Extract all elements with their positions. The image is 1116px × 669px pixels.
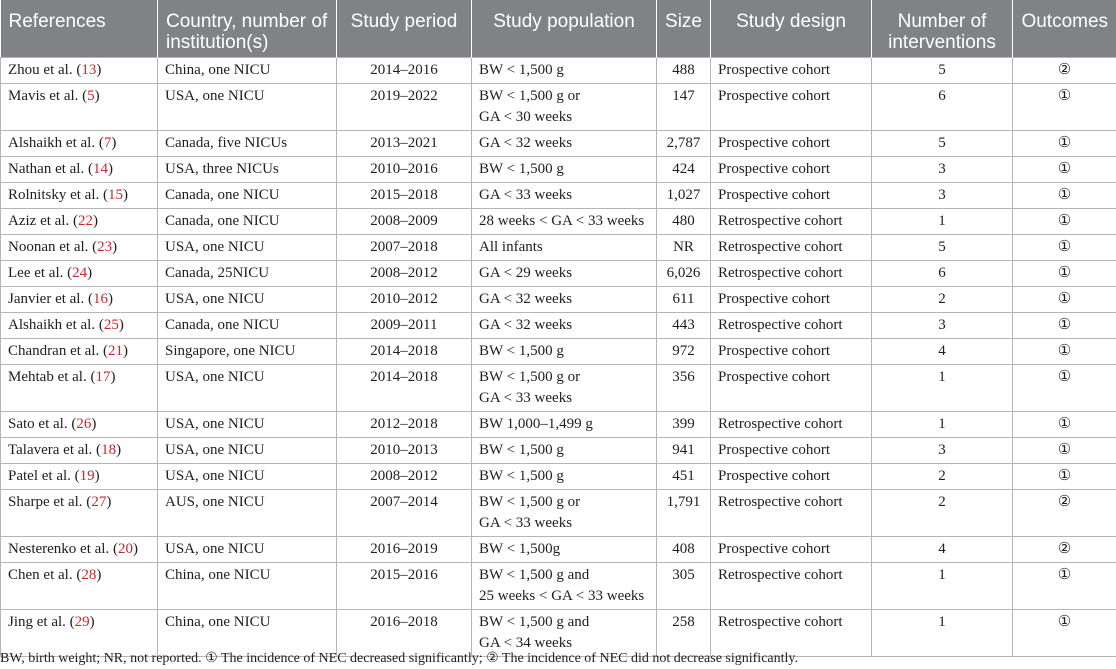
study-design-cell: Prospective cohort xyxy=(711,438,872,464)
interventions-cell: 6 xyxy=(872,84,1013,131)
citation-link[interactable]: 23 xyxy=(97,239,113,255)
study-design-cell: Retrospective cohort xyxy=(711,412,872,438)
interventions-cell: 1 xyxy=(872,412,1013,438)
size-cell: 408 xyxy=(657,537,711,563)
citation-link[interactable]: 5 xyxy=(87,88,95,104)
author-text: Rolnitsky et al. ( xyxy=(8,187,108,203)
header-study-design: Study design xyxy=(711,0,872,58)
author-text: Chandran et al. ( xyxy=(8,343,108,359)
citation-link[interactable]: 28 xyxy=(81,567,97,583)
reference-cell xyxy=(1,261,158,287)
citation-close-paren: ) xyxy=(112,239,118,255)
population-line-1: 28 weeks < GA < 33 weeks xyxy=(479,213,645,229)
country-cell: USA, one NICU xyxy=(158,537,337,563)
study-period-cell: 2014–2018 xyxy=(337,365,472,412)
citation-link[interactable]: 26 xyxy=(76,416,92,432)
study-period-cell: 2009–2011 xyxy=(337,313,472,339)
outcome-cell: ① xyxy=(1013,464,1116,490)
author-text: Talavera et al. ( xyxy=(8,442,102,458)
population-line-1: BW < 1,500 g or xyxy=(479,88,581,104)
interventions-cell: 5 xyxy=(872,235,1013,261)
citation-link[interactable]: 7 xyxy=(103,135,112,151)
interventions-cell: 2 xyxy=(872,464,1013,490)
citation-close-paren: ) xyxy=(107,161,113,177)
size-cell: 488 xyxy=(657,58,711,84)
interventions-cell: 1 xyxy=(872,209,1013,235)
study-population-cell xyxy=(472,537,657,563)
size-cell: 611 xyxy=(657,287,711,313)
study-population-cell xyxy=(472,131,657,157)
table-row xyxy=(1,58,1116,84)
interventions-cell: 3 xyxy=(872,313,1013,339)
author-text: Sato et al. ( xyxy=(8,416,77,432)
country-cell: China, one NICU xyxy=(158,58,337,84)
study-population-cell xyxy=(472,365,657,412)
interventions-cell: 5 xyxy=(872,58,1013,84)
study-design-cell: Prospective cohort xyxy=(711,464,872,490)
table-row xyxy=(1,339,1116,365)
size-cell: 305 xyxy=(657,563,711,610)
table-row xyxy=(1,563,1116,610)
outcome-cell: ① xyxy=(1013,209,1116,235)
study-period-cell: 2012–2018 xyxy=(337,412,472,438)
reference-cell xyxy=(1,490,158,537)
citation-close-paren: ) xyxy=(123,187,128,203)
citation-close-paren: ) xyxy=(122,343,128,359)
study-population-cell xyxy=(472,438,657,464)
study-period-cell: 2010–2012 xyxy=(337,287,472,313)
population-line-1: BW < 1,500 g or xyxy=(479,369,581,385)
study-period-cell: 2010–2013 xyxy=(337,438,472,464)
table-row xyxy=(1,261,1116,287)
country-cell: USA, one NICU xyxy=(158,84,337,131)
country-cell: Canada, one NICU xyxy=(158,209,337,235)
study-design-cell: Prospective cohort xyxy=(711,84,872,131)
study-design-cell: Prospective cohort xyxy=(711,287,872,313)
outcome-cell: ① xyxy=(1013,261,1116,287)
reference-cell xyxy=(1,235,158,261)
study-population-cell xyxy=(472,287,657,313)
interventions-cell: 5 xyxy=(872,131,1013,157)
table-header-row xyxy=(1,0,1116,58)
size-cell: 443 xyxy=(657,313,711,339)
citation-link[interactable]: 25 xyxy=(103,317,119,333)
country-cell: Canada, 25NICU xyxy=(158,261,337,287)
population-line-1: BW < 1,500 g xyxy=(479,161,564,177)
country-cell: Canada, one NICU xyxy=(158,183,337,209)
author-text: Mehtab et al. ( xyxy=(8,369,96,385)
author-text: Nathan et al. ( xyxy=(8,161,93,177)
outcome-cell: ① xyxy=(1013,84,1116,131)
outcome-cell: ① xyxy=(1013,183,1116,209)
size-cell: NR xyxy=(657,235,711,261)
citation-link[interactable]: 18 xyxy=(101,442,117,458)
citation-link[interactable]: 24 xyxy=(72,265,88,281)
country-cell: USA, one NICU xyxy=(158,464,337,490)
citation-close-paren: ) xyxy=(92,213,98,229)
population-line-1: BW < 1,500 g xyxy=(479,468,564,484)
citation-close-paren: ) xyxy=(107,291,113,307)
outcome-cell: ② xyxy=(1013,490,1116,537)
study-design-cell: Retrospective cohort xyxy=(711,610,872,657)
outcome-cell: ① xyxy=(1013,365,1116,412)
citation-link[interactable]: 16 xyxy=(92,291,108,307)
population-line-2: GA < 34 weeks xyxy=(479,635,573,651)
citation-link[interactable]: 13 xyxy=(81,62,97,78)
reference-cell xyxy=(1,157,158,183)
outcome-cell: ① xyxy=(1013,157,1116,183)
study-design-cell: Prospective cohort xyxy=(711,537,872,563)
study-population-cell xyxy=(472,563,657,610)
size-cell: 451 xyxy=(657,464,711,490)
table-row xyxy=(1,84,1116,131)
reference-cell xyxy=(1,183,158,209)
author-text: Aziz et al. ( xyxy=(8,213,78,229)
citation-link[interactable]: 27 xyxy=(91,494,107,510)
author-text: Mavis et al. ( xyxy=(8,88,88,104)
reference-cell xyxy=(1,84,158,131)
citation-link[interactable]: 22 xyxy=(77,213,93,229)
population-line-1: GA < 33 weeks xyxy=(479,187,573,203)
reference-cell xyxy=(1,287,158,313)
reference-cell xyxy=(1,209,158,235)
size-cell: 2,787 xyxy=(657,131,711,157)
study-design-cell: Retrospective cohort xyxy=(711,490,872,537)
table-row xyxy=(1,464,1116,490)
author-text: Janvier et al. ( xyxy=(8,291,93,307)
reference-cell xyxy=(1,464,158,490)
country-cell: Singapore, one NICU xyxy=(158,339,337,365)
population-line-2: 25 weeks < GA < 33 weeks xyxy=(479,588,645,604)
outcome-cell: ① xyxy=(1013,131,1116,157)
citation-close-paren: ) xyxy=(87,265,93,281)
table-row xyxy=(1,313,1116,339)
citation-close-paren: ) xyxy=(94,88,100,104)
interventions-cell: 2 xyxy=(872,287,1013,313)
citation-close-paren: ) xyxy=(96,62,102,78)
size-cell: 1,791 xyxy=(657,490,711,537)
outcome-cell: ① xyxy=(1013,287,1116,313)
reference-cell xyxy=(1,131,158,157)
population-line-1: BW < 1,500g xyxy=(479,541,561,557)
author-text: Sharpe et al. ( xyxy=(8,494,92,510)
citation-close-paren: ) xyxy=(91,416,97,432)
population-line-1: BW < 1,500 g xyxy=(479,62,564,78)
size-cell: 258 xyxy=(657,610,711,657)
table-row xyxy=(1,490,1116,537)
header-outcomes: Outcomes xyxy=(1013,0,1116,58)
population-line-1: GA < 32 weeks xyxy=(479,317,573,333)
citation-close-paren: ) xyxy=(110,369,116,385)
citation-link[interactable]: 29 xyxy=(74,614,90,630)
size-cell: 1,027 xyxy=(657,183,711,209)
study-population-cell xyxy=(472,464,657,490)
country-cell: USA, one NICU xyxy=(158,287,337,313)
country-cell: Canada, five NICUs xyxy=(158,131,337,157)
table-row xyxy=(1,209,1116,235)
study-period-cell: 2008–2012 xyxy=(337,261,472,287)
study-design-cell: Retrospective cohort xyxy=(711,261,872,287)
table-body xyxy=(1,58,1116,657)
reference-cell xyxy=(1,537,158,563)
study-design-cell: Prospective cohort xyxy=(711,339,872,365)
study-population-cell xyxy=(472,84,657,131)
study-population-cell xyxy=(472,313,657,339)
study-design-cell: Prospective cohort xyxy=(711,157,872,183)
citation-close-paren: ) xyxy=(116,442,122,458)
country-cell: China, one NICU xyxy=(158,563,337,610)
study-population-cell xyxy=(472,58,657,84)
header-study-population: Study population xyxy=(472,0,657,58)
citation-link[interactable]: 20 xyxy=(117,541,133,557)
size-cell: 941 xyxy=(657,438,711,464)
table-row xyxy=(1,287,1116,313)
study-population-cell xyxy=(472,339,657,365)
population-line-1: BW < 1,500 g xyxy=(479,343,564,359)
author-text: Alshaikh et al. ( xyxy=(8,317,104,333)
citation-close-paren: ) xyxy=(96,567,102,583)
study-period-cell: 2019–2022 xyxy=(337,84,472,131)
outcome-cell: ① xyxy=(1013,610,1116,657)
study-design-cell: Retrospective cohort xyxy=(711,313,872,339)
population-line-1: All infants xyxy=(479,239,543,255)
outcome-cell: ② xyxy=(1013,58,1116,84)
header-country: Country, number of institution(s) xyxy=(158,0,337,58)
reference-cell xyxy=(1,365,158,412)
study-period-cell: 2007–2018 xyxy=(337,235,472,261)
author-text: Noonan et al. ( xyxy=(8,239,98,255)
population-line-1: BW < 1,500 g and xyxy=(479,614,590,630)
population-line-1: GA < 29 weeks xyxy=(479,265,573,281)
country-cell: Canada, one NICU xyxy=(158,313,337,339)
interventions-cell: 1 xyxy=(872,610,1013,657)
author-text: Patel et al. ( xyxy=(8,468,80,484)
citation-close-paren: ) xyxy=(132,541,138,557)
citation-link[interactable]: 21 xyxy=(107,343,123,359)
population-line-1: BW < 1,500 g and xyxy=(479,567,590,583)
interventions-cell: 1 xyxy=(872,563,1013,610)
size-cell: 399 xyxy=(657,412,711,438)
citation-close-paren: ) xyxy=(94,468,100,484)
study-population-cell xyxy=(472,209,657,235)
header-study-period: Study period xyxy=(337,0,472,58)
size-cell: 424 xyxy=(657,157,711,183)
population-line-1: BW < 1,500 g or xyxy=(479,494,581,510)
table-footnote: BW, birth weight; NR, not reported. ① The incidence of NEC decreased significantly; ② The incidence of NEC did not decrease significantly. xyxy=(0,651,798,666)
header-size: Size xyxy=(657,0,711,58)
study-population-cell xyxy=(472,183,657,209)
interventions-cell: 4 xyxy=(872,537,1013,563)
author-text: Lee et al. ( xyxy=(8,265,73,281)
study-design-cell: Retrospective cohort xyxy=(711,235,872,261)
outcome-cell: ② xyxy=(1013,537,1116,563)
population-line-1: BW 1,000–1,499 g xyxy=(479,416,593,432)
citation-link[interactable]: 17 xyxy=(95,369,111,385)
country-cell: USA, three NICUs xyxy=(158,157,337,183)
study-period-cell: 2013–2021 xyxy=(337,131,472,157)
table-row xyxy=(1,235,1116,261)
study-design-cell: Prospective cohort xyxy=(711,183,872,209)
author-text: Nesterenko et al. ( xyxy=(8,541,118,557)
country-cell: China, one NICU xyxy=(158,610,337,657)
study-period-cell: 2008–2012 xyxy=(337,464,472,490)
citation-link[interactable]: 19 xyxy=(79,468,95,484)
outcome-cell: ① xyxy=(1013,563,1116,610)
outcome-cell: ① xyxy=(1013,313,1116,339)
table-row xyxy=(1,537,1116,563)
study-period-cell: 2014–2016 xyxy=(337,58,472,84)
study-period-cell: 2010–2016 xyxy=(337,157,472,183)
population-line-1: BW < 1,500 g xyxy=(479,442,564,458)
author-text: Chen et al. ( xyxy=(8,567,82,583)
population-line-1: GA < 32 weeks xyxy=(479,135,573,151)
study-design-cell: Prospective cohort xyxy=(711,58,872,84)
study-period-cell: 2016–2018 xyxy=(337,610,472,657)
study-period-cell: 2016–2019 xyxy=(337,537,472,563)
table-row xyxy=(1,412,1116,438)
population-line-2: GA < 30 weeks xyxy=(479,109,573,125)
reference-cell xyxy=(1,58,158,84)
table-row xyxy=(1,157,1116,183)
interventions-cell: 3 xyxy=(872,183,1013,209)
size-cell: 480 xyxy=(657,209,711,235)
study-period-cell: 2015–2016 xyxy=(337,563,472,610)
size-cell: 356 xyxy=(657,365,711,412)
country-cell: USA, one NICU xyxy=(158,438,337,464)
table-row xyxy=(1,131,1116,157)
outcome-cell: ① xyxy=(1013,438,1116,464)
study-period-cell: 2014–2018 xyxy=(337,339,472,365)
table-row xyxy=(1,183,1116,209)
table-row xyxy=(1,438,1116,464)
interventions-cell: 4 xyxy=(872,339,1013,365)
interventions-cell: 3 xyxy=(872,157,1013,183)
reference-cell xyxy=(1,563,158,610)
citation-close-paren: ) xyxy=(89,614,95,630)
population-line-2: GA < 33 weeks xyxy=(479,515,573,531)
outcome-cell: ① xyxy=(1013,235,1116,261)
study-design-cell: Prospective cohort xyxy=(711,365,872,412)
size-cell: 6,026 xyxy=(657,261,711,287)
reference-cell xyxy=(1,339,158,365)
study-period-cell: 2007–2014 xyxy=(337,490,472,537)
study-design-cell: Retrospective cohort xyxy=(711,209,872,235)
table-row xyxy=(1,365,1116,412)
outcome-cell: ① xyxy=(1013,339,1116,365)
interventions-cell: 6 xyxy=(872,261,1013,287)
citation-link[interactable]: 15 xyxy=(108,187,123,203)
country-cell: AUS, one NICU xyxy=(158,490,337,537)
citation-close-paren: ) xyxy=(106,494,112,510)
population-line-2: GA < 33 weeks xyxy=(479,390,573,406)
interventions-cell: 2 xyxy=(872,490,1013,537)
study-design-cell: Retrospective cohort xyxy=(711,563,872,610)
country-cell: USA, one NICU xyxy=(158,235,337,261)
study-population-cell xyxy=(472,157,657,183)
reference-cell xyxy=(1,412,158,438)
interventions-cell: 1 xyxy=(872,365,1013,412)
author-text: Alshaikh et al. ( xyxy=(8,135,104,151)
author-text: Zhou et al. ( xyxy=(8,62,82,78)
study-population-cell xyxy=(472,235,657,261)
citation-link[interactable]: 14 xyxy=(92,161,108,177)
interventions-cell: 3 xyxy=(872,438,1013,464)
citation-close-paren: ) xyxy=(118,317,124,333)
size-cell: 147 xyxy=(657,84,711,131)
outcome-cell: ① xyxy=(1013,412,1116,438)
study-period-cell: 2008–2009 xyxy=(337,209,472,235)
study-population-cell xyxy=(472,261,657,287)
country-cell: USA, one NICU xyxy=(158,412,337,438)
reference-cell xyxy=(1,438,158,464)
study-period-cell: 2015–2018 xyxy=(337,183,472,209)
author-text: Jing et al. ( xyxy=(8,614,75,630)
reference-cell xyxy=(1,313,158,339)
study-population-cell xyxy=(472,490,657,537)
citation-close-paren: ) xyxy=(111,135,117,151)
size-cell: 972 xyxy=(657,339,711,365)
study-population-cell xyxy=(472,412,657,438)
header-number-of-interventions: Number of interventions xyxy=(872,0,1013,58)
country-cell: USA, one NICU xyxy=(158,365,337,412)
study-design-cell: Prospective cohort xyxy=(711,131,872,157)
population-line-1: GA < 32 weeks xyxy=(479,291,573,307)
header-references: References xyxy=(1,0,158,58)
